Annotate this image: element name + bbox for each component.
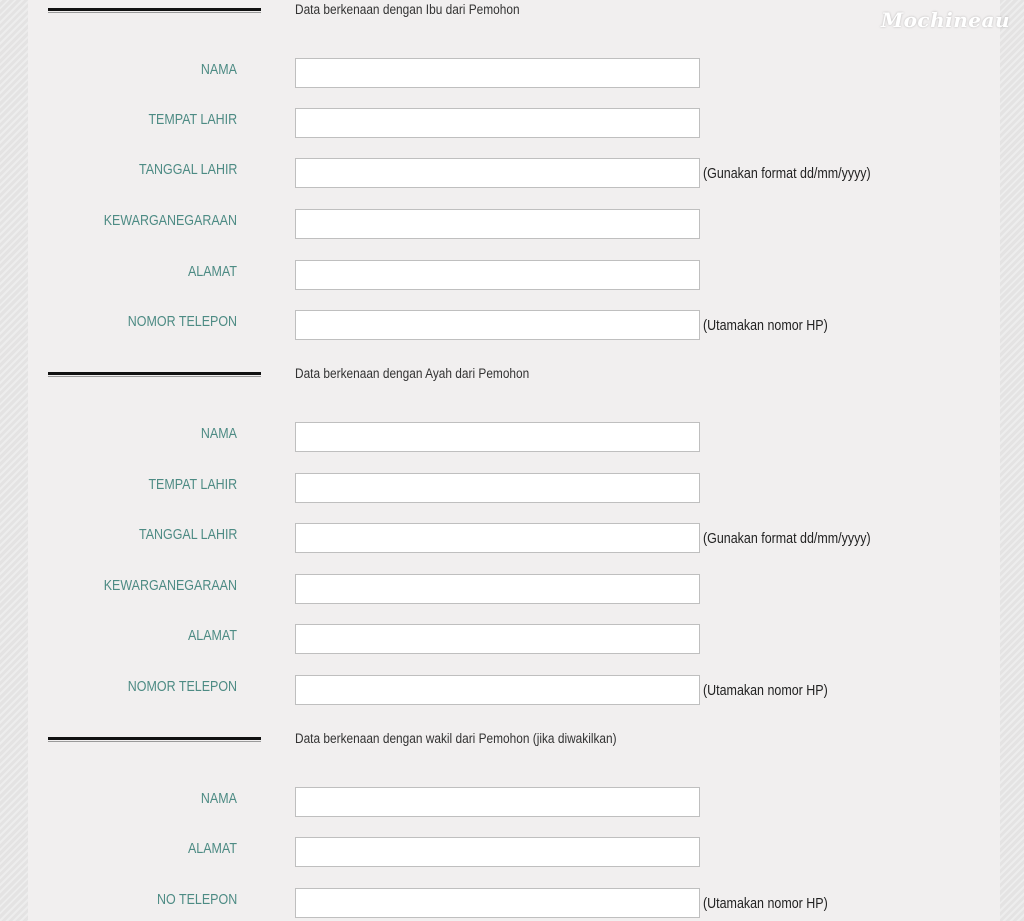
field-label: NAMA	[200, 426, 237, 442]
field-hint: (Utamakan nomor HP)	[703, 896, 828, 912]
field-label: NOMOR TELEPON	[127, 314, 237, 330]
field-row-ayah-alamat	[0, 624, 1000, 655]
ayah-nomor-telepon-input[interactable]	[295, 675, 700, 705]
ayah-tempat-lahir-input[interactable]	[295, 473, 700, 503]
field-row-wakil-nama	[0, 787, 1000, 818]
field-label: ALAMAT	[188, 841, 237, 857]
section-divider	[48, 8, 261, 13]
field-label: ALAMAT	[188, 628, 237, 644]
section-divider	[48, 372, 261, 377]
wakil-alamat-input[interactable]	[295, 837, 700, 867]
ayah-alamat-input[interactable]	[295, 624, 700, 654]
field-hint: (Utamakan nomor HP)	[703, 683, 828, 699]
field-hint: (Gunakan format dd/mm/yyyy)	[703, 166, 871, 182]
field-row-ayah-nomor-telepon	[0, 675, 1000, 706]
field-label: NAMA	[200, 62, 237, 78]
field-row-ayah-kewarganegaraan	[0, 574, 1000, 605]
field-row-wakil-alamat	[0, 837, 1000, 868]
field-row-ayah-tempat-lahir	[0, 473, 1000, 504]
field-row-ibu-nama	[0, 58, 1000, 89]
field-hint: (Gunakan format dd/mm/yyyy)	[703, 531, 871, 547]
field-row-ibu-alamat	[0, 260, 1000, 291]
field-row-wakil-no-telepon	[0, 888, 1000, 919]
ibu-kewarganegaraan-input[interactable]	[295, 209, 700, 239]
field-label: NO TELEPON	[156, 892, 237, 908]
section-divider	[48, 737, 261, 742]
ayah-tanggal-lahir-input[interactable]	[295, 523, 700, 553]
ayah-nama-input[interactable]	[295, 422, 700, 452]
section-title: Data berkenaan dengan Ayah dari Pemohon	[295, 366, 530, 381]
field-label: KEWARGANEGARAAN	[103, 578, 237, 594]
section-header-ayah	[48, 366, 948, 386]
field-row-ibu-nomor-telepon	[0, 310, 1000, 341]
field-label: TANGGAL LAHIR	[138, 527, 237, 543]
field-row-ibu-kewarganegaraan	[0, 209, 1000, 240]
field-label: KEWARGANEGARAAN	[103, 213, 237, 229]
field-row-ibu-tanggal-lahir	[0, 158, 1000, 189]
field-hint: (Utamakan nomor HP)	[703, 318, 828, 334]
field-label: ALAMAT	[188, 264, 237, 280]
ayah-kewarganegaraan-input[interactable]	[295, 574, 700, 604]
watermark-logo: Mochineau	[880, 8, 1010, 32]
field-row-ayah-tanggal-lahir	[0, 523, 1000, 554]
field-label: NAMA	[200, 791, 237, 807]
section-header-ibu	[48, 2, 948, 22]
field-row-ibu-tempat-lahir	[0, 108, 1000, 139]
field-label: TEMPAT LAHIR	[148, 477, 237, 493]
field-label: NOMOR TELEPON	[127, 679, 237, 695]
section-title: Data berkenaan dengan Ibu dari Pemohon	[295, 2, 520, 17]
ibu-nomor-telepon-input[interactable]	[295, 310, 700, 340]
field-row-ayah-nama	[0, 422, 1000, 453]
ibu-alamat-input[interactable]	[295, 260, 700, 290]
field-label: TEMPAT LAHIR	[148, 112, 237, 128]
ibu-nama-input[interactable]	[295, 58, 700, 88]
field-label: TANGGAL LAHIR	[138, 162, 237, 178]
ibu-tanggal-lahir-input[interactable]	[295, 158, 700, 188]
ibu-tempat-lahir-input[interactable]	[295, 108, 700, 138]
wakil-no-telepon-input[interactable]	[295, 888, 700, 918]
section-header-wakil	[48, 731, 948, 751]
wakil-nama-input[interactable]	[295, 787, 700, 817]
section-title: Data berkenaan dengan wakil dari Pemohon (jika diwakilkan)	[295, 731, 617, 746]
